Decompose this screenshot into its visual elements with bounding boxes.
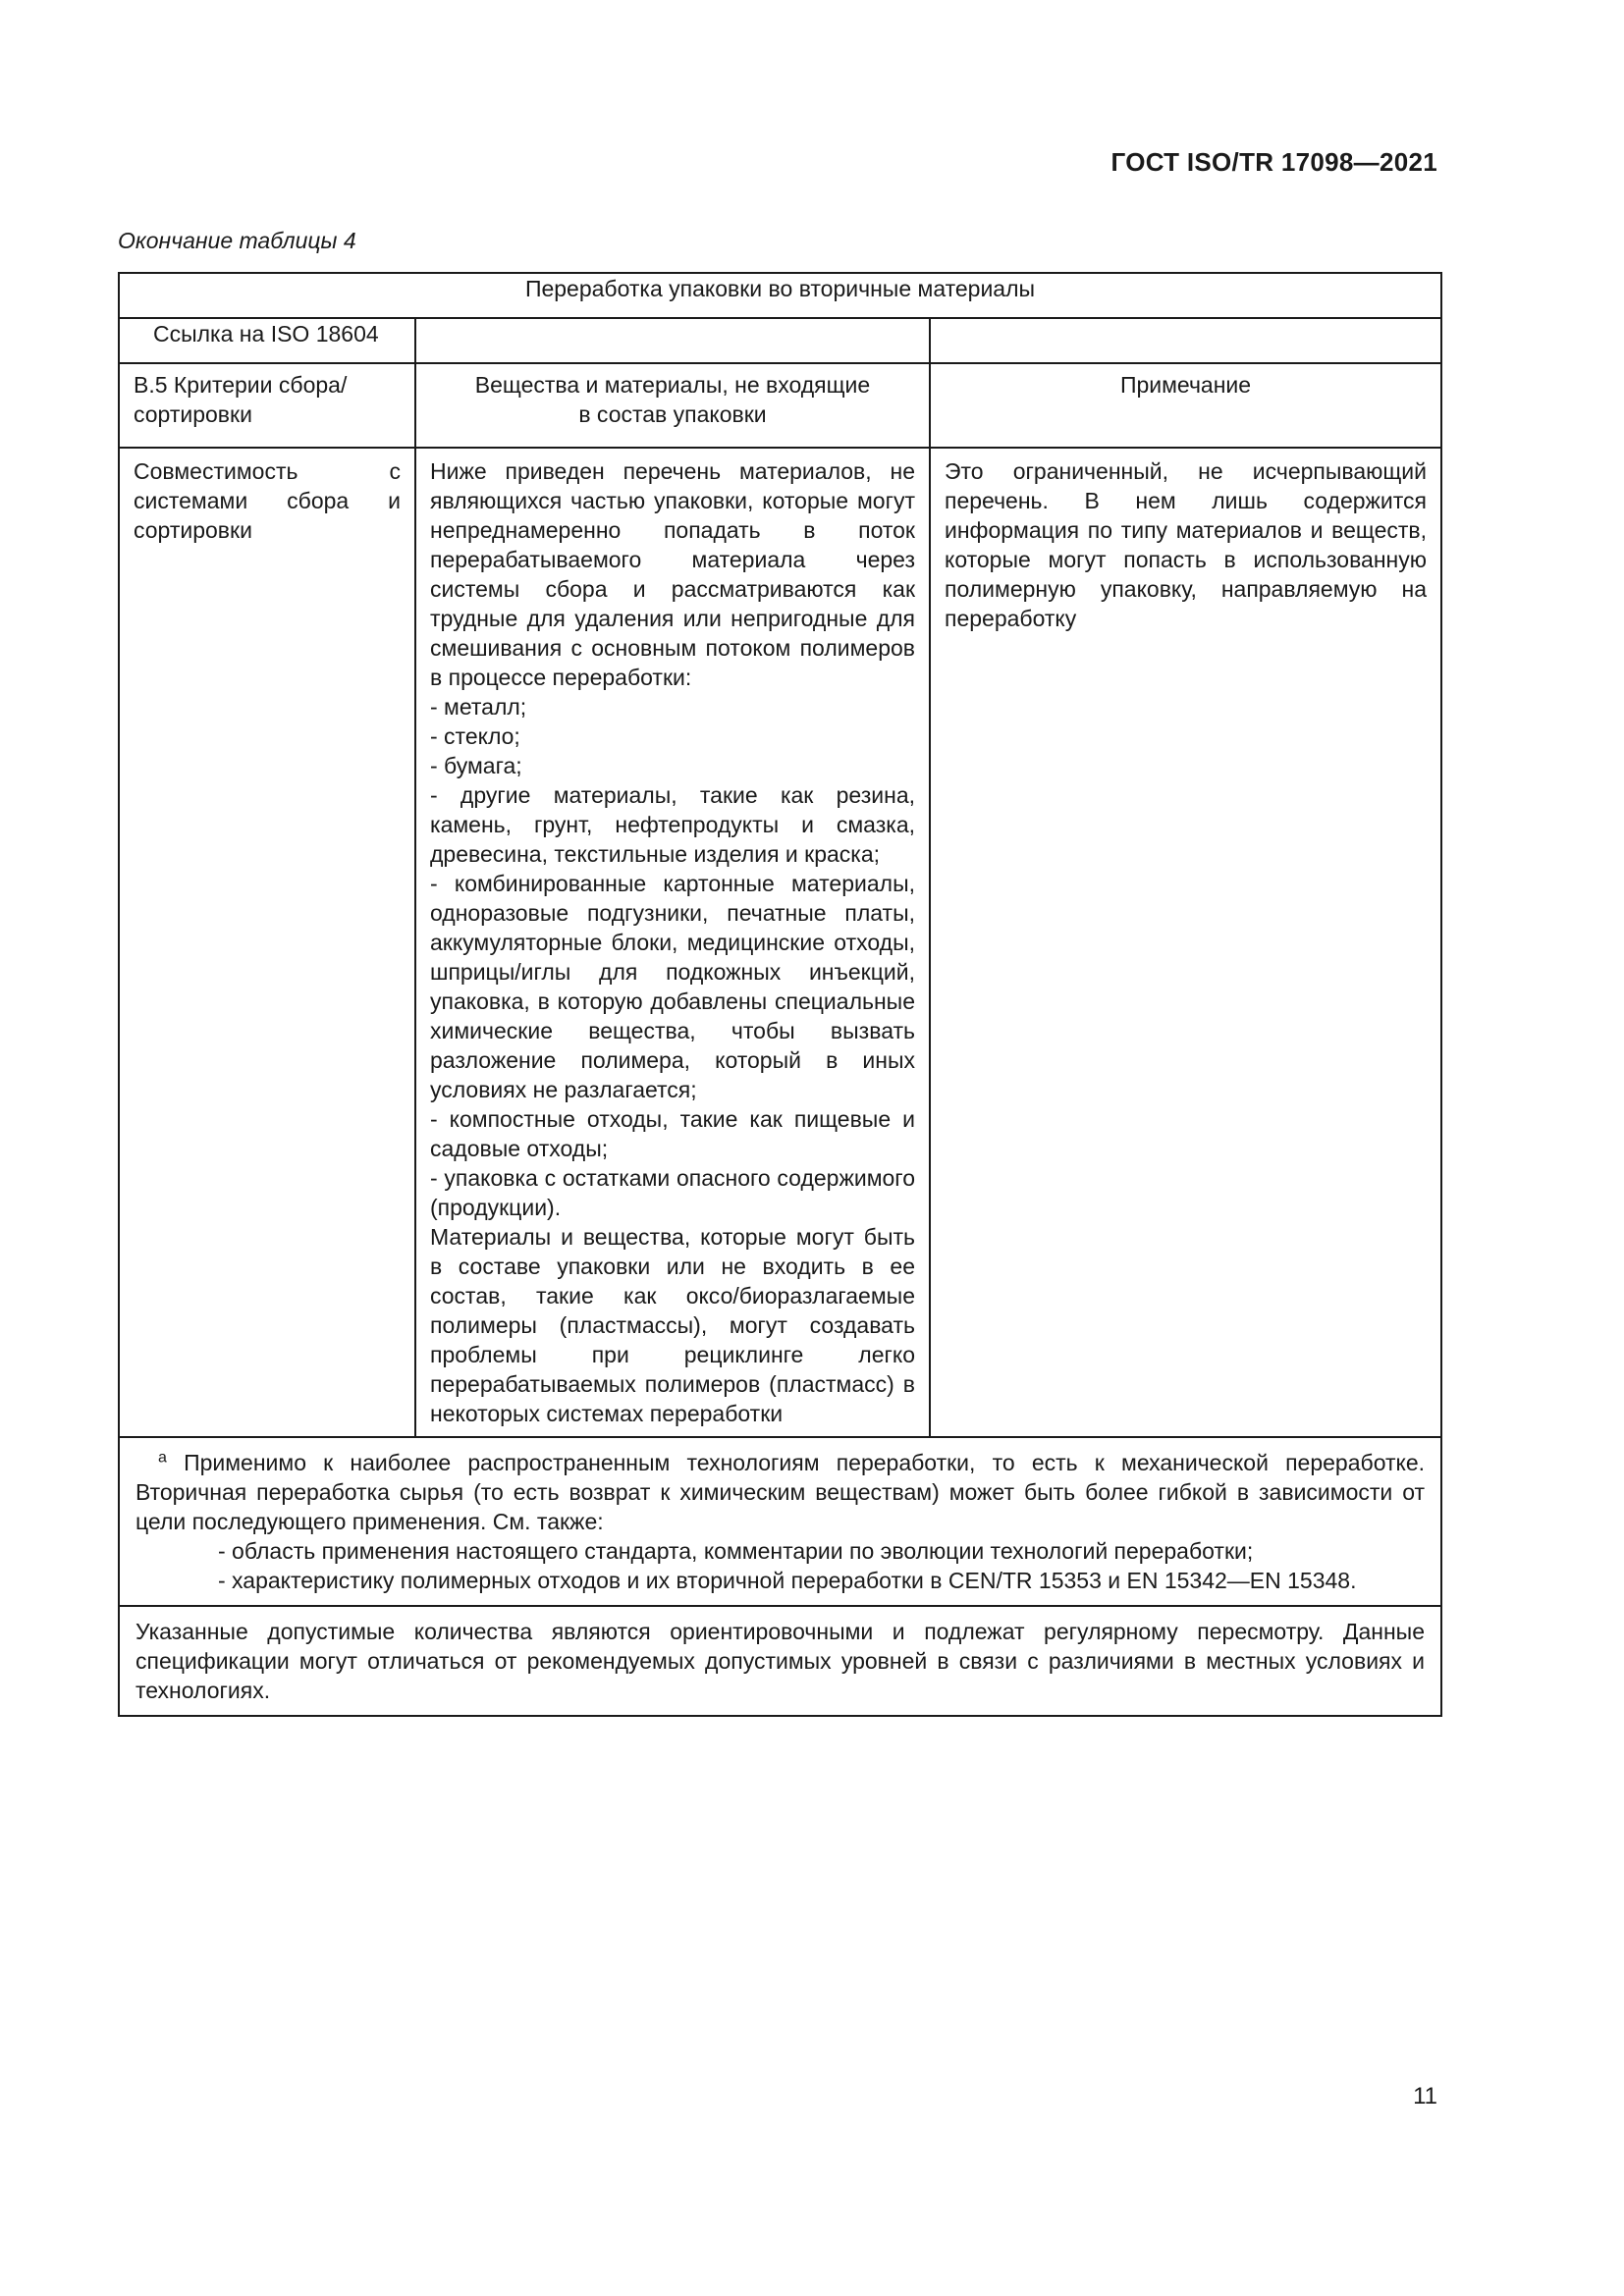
footnote-item: - область применения настоящего стандарта, комментарии по эволюции технологий переработки;	[218, 1538, 1254, 1564]
header-substances	[415, 363, 930, 448]
footnote-cell	[119, 1437, 1441, 1606]
header-substances-text: Вещества и материалы, не входящие в состав упаковки	[474, 372, 871, 427]
final-note: Указанные допустимые количества являются ориентировочными и подлежат регулярному пересмотру. Данные спецификации могут отличаться от рекомендуемых допустимых уровней в связи с различиями в местных условиях и технологиях.	[119, 1606, 1441, 1716]
substances-cell	[415, 448, 930, 1437]
table-title: Переработка упаковки во вторичные материалы	[119, 273, 1441, 318]
list-item: - комбинированные картонные материалы, одноразовые подгузники, печатные платы, аккумуляторные блоки, медицинские отходы, шприцы/иглы для подкожных инъекций, упаковка, в которую добавлены специальные химические вещества, чтобы вызвать разложение полимера, который в иных условиях не разлагается;	[430, 871, 915, 1102]
list-item: - упаковка с остатками опасного содержимого (продукции).	[430, 1165, 915, 1220]
footnote-text-block	[135, 1448, 1425, 1536]
reference-row	[119, 318, 1441, 363]
list-item: - компостные отходы, такие как пищевые и садовые отходы;	[430, 1106, 915, 1161]
list-item: - другие материалы, такие как резина, камень, грунт, нефтепродукты и смазка, древесина, текстильные изделия и краска;	[430, 782, 915, 867]
footnote-row	[119, 1437, 1441, 1606]
header-row	[119, 363, 1441, 448]
reference-empty-cell-2	[415, 318, 930, 363]
note-cell: Это ограниченный, не исчерпывающий перечень. В нем лишь содержится информация по типу материалов и веществ, которые могут попасть в использованную полимерную упаковку, направляемую на переработку	[930, 448, 1441, 1437]
table-caption: Окончание таблицы 4	[118, 228, 356, 253]
header-note-text: Примечание	[1119, 372, 1252, 398]
footnote-marker: a	[158, 1449, 167, 1467]
header-criteria-text: B.5 Критерии сбора/ сортировки	[134, 372, 348, 427]
list-item: - стекло;	[430, 723, 520, 749]
page-number: 11	[1413, 2083, 1437, 2109]
list-item: - бумага;	[430, 753, 522, 778]
criteria-cell: Совместимость с системами сбора и сортировки	[119, 448, 415, 1437]
final-note-row	[119, 1606, 1441, 1716]
list-item: - металл;	[430, 694, 527, 720]
header-criteria	[119, 363, 415, 448]
footnote-text: Применимо к наиболее распространенным технологиям переработки, то есть к механической переработке. Вторичная переработка сырья (то есть возврат к химическим веществам) может быть более гибкой в зависимости от цели последующего применения. См. также:	[135, 1450, 1426, 1534]
reference-empty-cell-3	[930, 318, 1441, 363]
data-row	[119, 448, 1441, 1437]
table-4	[118, 272, 1442, 1717]
substances-outro: Материалы и вещества, которые могут быть в составе упаковки или не входить в ее состав, такие как оксо/биоразлагаемые полимеры (пластмассы), могут создавать проблемы при рециклинге легко перерабатываемых полимеров (пластмасс) в некоторых системах переработки	[430, 1224, 915, 1426]
table-title-row	[119, 273, 1441, 318]
document-header-title: ГОСТ ISO/TR 17098—2021	[1110, 147, 1437, 177]
substances-intro: Ниже приведен перечень материалов, не являющихся частью упаковки, которые могут непреднамеренно попадать в поток перерабатываемого материала через системы сбора и рассматриваются как трудные для удаления или непригодные для смешивания с основным потоком полимеров в процессе переработки:	[430, 458, 915, 690]
header-note	[930, 363, 1441, 448]
footnote-item: - характеристику полимерных отходов и их вторичной переработки в CEN/TR 15353 и EN 15342—EN 15348.	[218, 1568, 1357, 1593]
reference-label: Ссылка на ISO 18604	[119, 318, 415, 363]
